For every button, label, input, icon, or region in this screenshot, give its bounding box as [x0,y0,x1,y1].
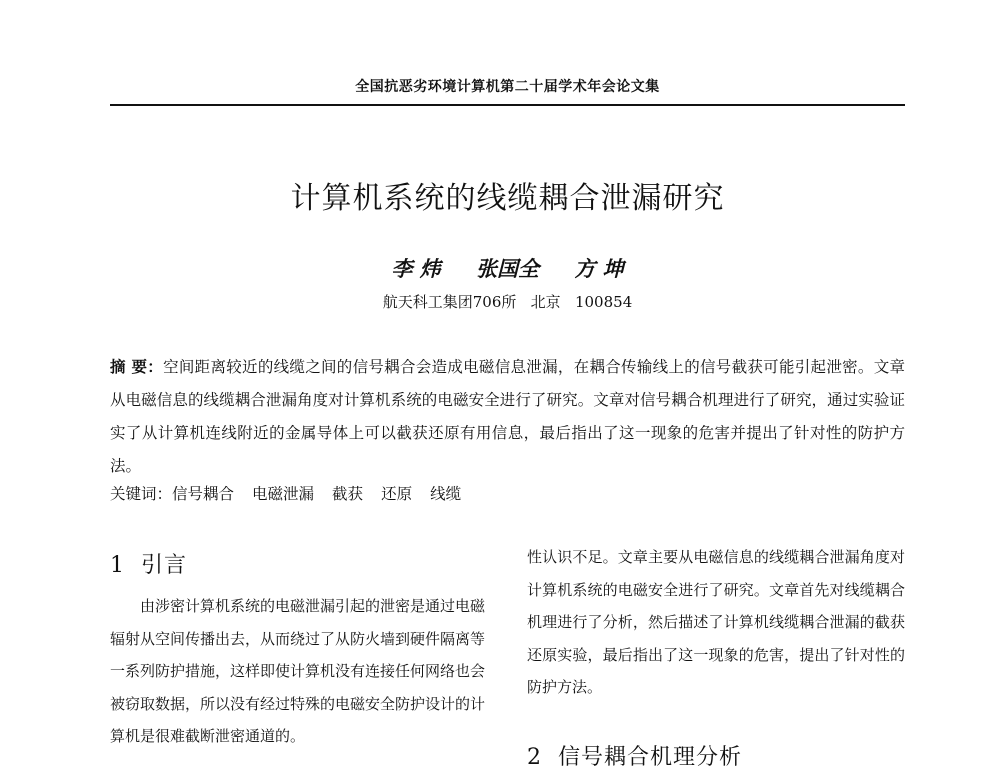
section-number: 2 [527,745,542,770]
keyword-1: 信号耦合 [172,485,235,503]
author-3: 方 坤 [574,256,624,281]
section-number: 1 [110,553,125,578]
author-1: 李 炜 [391,256,441,281]
body-left-column: 由涉密计算机系统的电磁泄漏引起的泄密是通过电磁辐射从空间传播出去，从而绕过了从防火墙到硬件隔离等一系列防护措施，这样即使计算机没有连接任何网络也会被窃取数据，所以没有经过特殊的电磁安全防护设计的计算机是很难截断泄密通道的。 [110,597,486,745]
abstract-label: 摘 要： [110,357,164,376]
keyword-4: 还原 [381,485,413,503]
keyword-5: 线缆 [430,485,462,503]
author-list [110,253,905,283]
affiliation: 航天科工集团706所 北京 100854 [382,293,633,311]
running-header: 全国抗恶劣环境计算机第二十届学术年会论文集 [355,79,660,95]
abstract [110,350,905,483]
keyword-3: 截获 [332,485,364,503]
keywords [110,482,905,506]
keyword-2: 电磁泄漏 [252,485,315,503]
keywords-label: 关键词： [110,485,173,503]
section-title: 引言 [141,553,188,578]
section-title: 信号耦合机理分析 [558,745,743,770]
abstract-text: 空间距离较近的线缆之间的信号耦合会造成电磁信息泄漏，在耦合传输线上的信号截获可能引起泄密。文章从电磁信息的线缆耦合泄漏角度对计算机系统的电磁安全进行了研究。文章对信号耦合机理进行了研究，通过实验证实了从计算机连线附近的金属导体上可以截获还原有用信息，最后指出了这一现象的危害并提出了针对性的防护方法。 [110,358,905,475]
section-heading-coupling-mechanism [527,740,742,771]
section-heading-introduction [110,548,187,579]
paper-title: 计算机系统的线缆耦合泄漏研究 [290,181,725,216]
body-right-column: 性认识不足。文章主要从电磁信息的线缆耦合泄漏角度对计算机系统的电磁安全进行了研究。文章首先对线缆耦合机理进行了分析，然后描述了计算机线缆耦合泄漏的截获还原实验，最后指出了这一现象的危害，提出了针对性的防护方法。 [527,548,905,696]
author-2: 张国全 [476,256,539,281]
header-rule [110,104,905,106]
